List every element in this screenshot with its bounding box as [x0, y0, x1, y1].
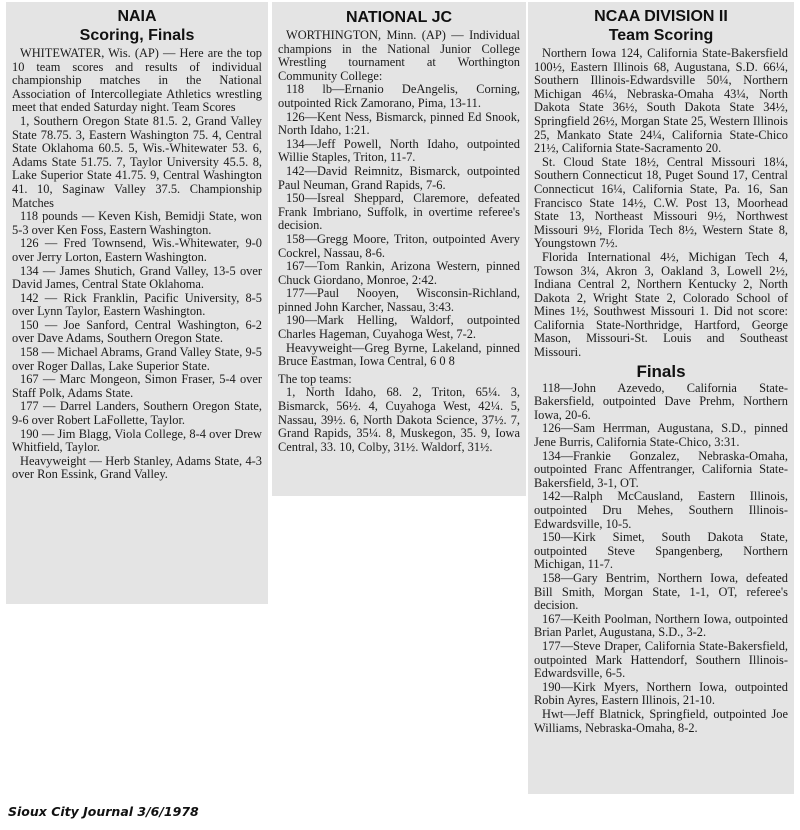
ncaa-div2-paragraph: Northern Iowa 124, California State-Bakersfield 100½, Eastern Illinois 68, Augustana, S.D. 66¼, Southern Illinois-Edwardsville 50¼, Northern Michigan 46¼, Nebraska-Omaha 43¼, North Dakota State 36½, South Dakota State 34½, Springfield 26½, Morgan State 25, Western Illinois 25, Mankato State 24¼, California State-Chico 21½, California State-Sacramento 20.: [534, 46, 788, 156]
naia-paragraph: 150 — Joe Sanford, Central Washington, 6-2 over Dave Adams, Southern Oregon State.: [12, 317, 262, 346]
naia-paragraph: Heavyweight — Herb Stanley, Adams State, 4-3 over Ron Essink, Grand Valley.: [12, 453, 262, 482]
national-jc-top-teams-label: The top teams:: [278, 371, 352, 386]
ncaa-div2-subheading: Team Scoring: [608, 27, 714, 44]
national-jc-paragraph: Heavyweight—Greg Byrne, Lakeland, pinned Bruce Eastman, Iowa Central, 6 0 8: [278, 340, 520, 369]
ncaa-div2-final-result: 142—Ralph McCausland, Eastern Illinois, outpointed Dru Mehes, Southern Illinois-Edwardsville, 10-5.: [534, 489, 788, 531]
national-jc-paragraph: 126—Kent Ness, Bismarck, pinned Ed Snook, North Idaho, 1:21.: [278, 109, 520, 138]
naia-paragraph: WHITEWATER, Wis. (AP) — Here are the top 10 team scores and results of individual championship matches in the National Association of Intercollegiate Athletics wrestling meet that ended Saturday night. Team Scores: [12, 46, 262, 115]
naia-subheading: Scoring, Finals: [79, 27, 195, 44]
naia-paragraph: 177 — Darrel Landers, Southern Oregon State, 9-6 over Robert LaFollette, Taylor.: [12, 399, 262, 428]
ncaa-div2-final-result: 190—Kirk Myers, Northern Iowa, outpointed Robin Ayres, Eastern Illinois, 21-10.: [534, 679, 788, 708]
naia-paragraph: 126 — Fred Townsend, Wis.-Whitewater, 9-0 over Jerry Lorton, Eastern Washington.: [12, 236, 262, 264]
ncaa-div2-paragraph: St. Cloud State 18½, Central Missouri 18¼, Southern Connecticut 18, Puget Sound 17, Central Connecticut 16¼, California State, Pa. 16, San Francisco State 14½, C.W. Post 13, Moorhead State 13, Northeast Missouri 9½, Northwest Missouri 9½, Florida Tech 8½, Western State 8, Youngstown 7½.: [534, 154, 788, 251]
national-jc-paragraph: 142—David Reimnitz, Bismarck, outpointed Paul Neuman, Grand Rapids, 7-6.: [278, 163, 520, 192]
naia-paragraph: 118 pounds — Keven Kish, Bemidji State, won 5-3 over Ken Foss, Eastern Washington.: [12, 209, 262, 237]
national-jc-paragraph: 177—Paul Nooyen, Wisconsin-Richland, pinned John Karcher, Nassau, 3:43.: [278, 286, 520, 314]
national-jc-paragraph: 1, North Idaho, 68. 2, Triton, 65¼. 3, Bismarck, 56½. 4, Cuyahoga West, 42¼. 5, Nassau, 39½. 6, North Dakota Science, 37½. 7, Grand Rapids, 35¼. 8, Muskegon, 35. 9, Iowa Central, 33. 10, Colby, 31½. Waldorf, 31½.: [278, 385, 520, 454]
national-jc-paragraph: 150—Isreal Sheppard, Claremore, defeated Frank Imbriano, Suffolk, in overtime referee's decision.: [278, 191, 520, 233]
ncaa-div2-final-result: 177—Steve Draper, California State-Bakersfield, outpointed Mark Hattendorf, Southern Illinois-Edwardsville, 6-5.: [534, 638, 788, 681]
ncaa-div2-heading: NCAA DIVISION II: [594, 8, 728, 25]
naia-paragraph: 134 — James Shutich, Grand Valley, 13-5 over David James, Central State Oklahoma.: [12, 263, 262, 292]
ncaa-div2-final-result: 126—Sam Herrman, Augustana, S.D., pinned Jene Burris, California State-Chico, 3:31.: [534, 421, 788, 450]
naia-paragraph: 190 — Jim Blagg, Viola College, 8-4 over Drew Whitfield, Taylor.: [12, 426, 262, 455]
ncaa-div2-final-result: Hwt—Jeff Blatnick, Springfield, outpointed Joe Williams, Nebraska-Omaha, 8-2.: [534, 706, 788, 735]
source-caption: Sioux City Journal 3/6/1978: [8, 804, 199, 819]
ncaa-div2-clipping: [528, 2, 794, 794]
naia-clipping: [6, 2, 268, 604]
naia-paragraph: 142 — Rick Franklin, Pacific University, 8-5 over Lynn Taylor, Eastern Washington.: [12, 290, 262, 319]
ncaa-div2-final-result: 118—John Azevedo, California State-Bakersfield, outpointed Dave Prehm, Northern Iowa, 20-6.: [534, 380, 788, 422]
naia-paragraph: 1, Southern Oregon State 81.5. 2, Grand Valley State 78.75. 3, Eastern Washington 75. 4, Central State Oklahoma 60.5. 5, Wis.-Whitewater 53. 6, Adams State 51.75. 7, Taylor University 45.5. 8, Lake Superior State 41.75. 9, Central Washington 41. 10, Saginaw Valley 37.5. Championship Matches: [12, 113, 262, 210]
naia-paragraph: 167 — Marc Mongeon, Simon Fraser, 5-4 over Staff Polk, Adams State.: [12, 372, 262, 400]
national-jc-heading: NATIONAL JC: [345, 9, 453, 26]
ncaa-div2-paragraph: Florida International 4½, Michigan Tech 4, Towson 3¼, Akron 3, Oakland 3, Lowell 2½, Indiana Central 2, Northern Kentucky 2, North Dakota 2, Wright State 2, Colorado School of Mines 1½, Southwest Missouri 1. Did not score: California State-Northridge, Hartford, George Mason, Missouri-St. Louis and Southeast Missouri.: [534, 249, 788, 360]
national-jc-paragraph: 134—Jeff Powell, North Idaho, outpointed Willie Staples, Triton, 11-7.: [278, 136, 520, 165]
ncaa-div2-final-result: 158—Gary Bentrim, Northern Iowa, defeated Bill Smith, Morgan State, 1-1, OT, referee's decision.: [534, 570, 788, 613]
national-jc-paragraph: 190—Mark Helling, Waldorf, outpointed Charles Hageman, Cuyahoga West, 7-2.: [278, 313, 520, 342]
ncaa-div2-finals-heading: Finals: [636, 361, 686, 381]
national-jc-paragraph: 118 lb—Ernanio DeAngelis, Corning, outpointed Rick Zamorano, Pima, 13-11.: [278, 82, 520, 110]
ncaa-div2-final-result: 167—Keith Poolman, Northern Iowa, outpointed Brian Parlet, Augustana, S.D., 3-2.: [534, 611, 788, 640]
naia-paragraph: 158 — Michael Abrams, Grand Valley State, 9-5 over Roger Dallas, Lake Superior State.: [12, 345, 262, 373]
national-jc-paragraph: 167—Tom Rankin, Arizona Western, pinned Chuck Giordano, Monroe, 2:42.: [278, 259, 520, 287]
national-jc-paragraph: WORTHINGTON, Minn. (AP) — Individual champions in the National Junior College Wrestling tournament at Worthington Community College:: [278, 28, 520, 83]
ncaa-div2-final-result: 150—Kirk Simet, South Dakota State, outpointed Steve Spangenberg, Northern Michigan, 11-7.: [534, 530, 788, 572]
national-jc-paragraph: 158—Gregg Moore, Triton, outpointed Avery Cockrel, Nassau, 8-6.: [278, 231, 520, 260]
national-jc-clipping: [272, 2, 526, 496]
ncaa-div2-final-result: 134—Frankie Gonzalez, Nebraska-Omaha, outpointed Franc Affentranger, California State-Bakersfield, 3-1, OT.: [534, 448, 788, 490]
naia-heading: NAIA: [117, 8, 157, 25]
